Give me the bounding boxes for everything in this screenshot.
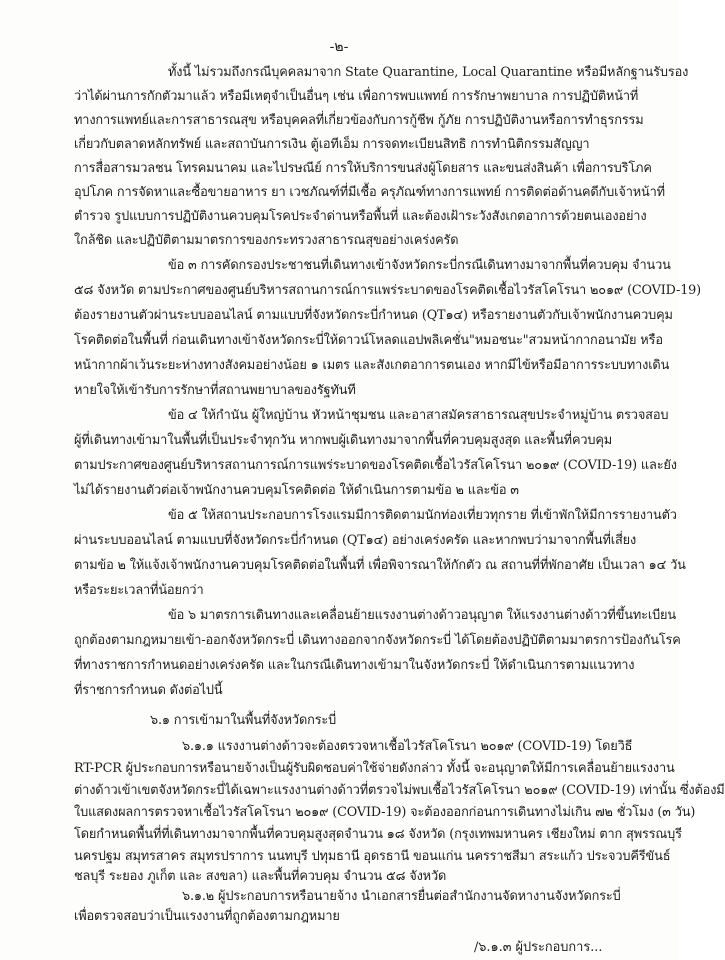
paragraph-line: ทั้งนี้ ไม่รวมถึงกรณีบุคคลมาจาก State Quarantine, Local Quarantine หรือมีหลักฐานรับรอง: [168, 65, 689, 80]
paragraph-line: ต้องรายงานตัวผ่านระบบออนไลน์ ตามแบบที่จังหวัดกระบี่กำหนด (QT๑๔) หรือรายงานตัวกับเจ้าพนักงานควบคุม: [74, 308, 673, 323]
paragraph-line: ผ่านระบบออนไลน์ ตามแบบที่จังหวัดกระบี่กำหนด (QT๑๔) อย่างเคร่งครัด และหากพบว่ามาจากพื้นที่เสี่ยง: [74, 533, 637, 548]
paragraph-line: RT-PCR ผู้ประกอบการหรือนายจ้างเป็นผู้รับผิดชอบค่าใช้จ่ายดังกล่าว ทั้งนี้ จะอนุญาตให้มีการเคลื่อนย้ายแรงงาน: [74, 761, 675, 776]
paragraph-line: หรือระยะเวลาที่น้อยกว่า: [74, 583, 204, 598]
paragraph-line: ตามประกาศของศูนย์บริหารสถานการณ์การแพร่ระบาดของโรคติดเชื้อไวรัสโคโรนา ๒๐๑๙ (COVID-19) และยัง: [74, 458, 677, 473]
paragraph-line: นครปฐม สมุทรสาคร สมุทรปราการ นนทบุรี ปทุมธานี อุดรธานี ขอนแก่น นครราชสีมา สระแก้ว ประจวบคีรีขันธ์: [74, 849, 671, 864]
paragraph-line: ชลบุรี ระยอง ภูเก็ต และ สงขลา) และพื้นที่ควบคุม จำนวน ๕๘ จังหวัด: [74, 869, 447, 884]
paragraph-line: ใกล้ชิด และปฏิบัติตามมาตรการของกระทรวงสาธารณสุขอย่างเคร่งครัด: [74, 233, 459, 248]
paragraph-line: หายใจให้เข้ารับการรักษาที่สถานพยาบาลของรัฐทันที: [74, 383, 356, 398]
paragraph-line: เพื่อตรวจสอบว่าเป็นแรงงานที่ถูกต้องตามกฎหมาย: [74, 909, 340, 924]
paragraph-line: ไม่ได้รายงานตัวต่อเจ้าพนักงานควบคุมโรคติดต่อ ให้ดำเนินการตามข้อ ๒ และข้อ ๓: [74, 483, 519, 498]
paragraph-line: โดยกำหนดพื้นที่ที่เดินทางมาจากพื้นที่ควบคุมสูงสุดจำนวน ๑๘ จังหวัด (กรุงเทพมหานคร เชียงใหม่ ตาก สุพรรณบุรี: [74, 827, 682, 842]
paragraph-line: ๖.๑.๒ ผู้ประกอบการหรือนายจ้าง นำเอกสารยื่นต่อสำนักงานจัดหางานจังหวัดกระบี่: [182, 889, 621, 904]
page-number: -๒-: [329, 39, 349, 55]
paragraph-line: โรคติดต่อในพื้นที่ ก่อนเดินทางเข้าจังหวัดกระบี่ให้ดาวน์โหลดแอปพลิเคชั่น"หมอชนะ"สวมหน้ากากอนามัย หรือ: [74, 333, 663, 348]
paragraph-line: ที่ทางราชการกำหนดอย่างเคร่งครัด และในกรณีเดินทางเข้ามาในจังหวัดกระบี่ ให้ดำเนินการตามแนวทาง: [74, 658, 635, 673]
paragraph-line: การสื่อสารมวลชน โทรคมนาคม และไปรษณีย์ การให้บริการขนส่งผู้โดยสาร และขนส่งสินค้า เพื่อการบริโภค: [74, 161, 652, 176]
paragraph-line: ข้อ ๓ การคัดกรองประชาชนที่เดินทางเข้าจังหวัดกระบี่กรณีเดินทางมาจากพื้นที่ควบคุม จำนวน: [168, 258, 671, 273]
paragraph-line: ทางการแพทย์และการสาธารณสุข หรือบุคคลที่เกี่ยวข้องกับการกู้ชีพ กู้ภัย การปฏิบัติงานหรือการทำธุรกรรม: [74, 113, 644, 128]
paragraph-line: เกี่ยวกับตลาดหลักทรัพย์ และสถาบันการเงิน ตู้เอทีเอ็ม การจดทะเบียนสิทธิ การทำนิติกรรมสัญญา: [74, 137, 590, 152]
paragraph-line: ตามข้อ ๒ ให้แจ้งเจ้าพนักงานควบคุมโรคติดต่อในพื้นที่ เพื่อพิจารณาให้กักตัว ณ สถานที่ที่พักอาศัย เป็นเวลา ๑๔ วัน: [74, 558, 686, 573]
paragraph-line: หน้ากากผ้าเว้นระยะห่างทางสังคมอย่างน้อย ๑ เมตร และสังเกตอาการตนเอง หากมีไข้หรือมีอาการระบบทางเดิน: [74, 358, 670, 373]
paragraph-line: ว่าได้ผ่านการกักตัวมาแล้ว หรือมีเหตุจำเป็นอื่นๆ เช่น เพื่อการพบแพทย์ การรักษาพยาบาล การปฏิบัติหน้าที่: [74, 89, 639, 104]
paragraph-line: อุปโภค การจัดหาและซื้อขายอาหาร ยา เวชภัณฑ์ที่มีเชื้อ ครุภัณฑ์ทางการแพทย์ การติดต่อด้านคดีกับเจ้าหน้าที่: [74, 185, 665, 200]
paragraph-line: ตำรวจ รูปแบบการปฏิบัติงานควบคุมโรคประจำด่านหรือพื้นที่ และต้องเฝ้าระวังสังเกตอาการด้วยตนเองอย่าง: [74, 209, 647, 224]
paragraph-line: ผู้ที่เดินทางเข้ามาในพื้นที่เป็นประจำทุกวัน หากพบผู้เดินทางมาจากพื้นที่ควบคุมสูงสุด และพื้นที่ควบคุม: [74, 433, 613, 448]
paragraph-line: ข้อ ๖ มาตรการเดินทางและเคลื่อนย้ายแรงงานต่างด้าวอนุญาต ให้แรงงานต่างด้าวที่ขึ้นทะเบียน: [168, 608, 676, 623]
paragraph-line: ๕๘ จังหวัด ตามประกาศของศูนย์บริหารสถานการณ์การแพร่ระบาดของโรคติดเชื้อไวรัสโคโรนา ๒๐๑๙ (COVID-19): [74, 283, 702, 298]
continuation-footer: /๖.๑.๓ ผู้ประกอบการ...: [474, 940, 603, 955]
paragraph-line: ต่างด้าวเข้าเขตจังหวัดกระบี่ได้เฉพาะแรงงานต่างด้าวที่ตรวจไม่พบเชื้อไวรัสโคโรนา ๒๐๑๙ (COVID-19) เท่านั้น ซึ่งต้องมี: [74, 783, 725, 798]
paragraph-line: ข้อ ๔ ให้กำนัน ผู้ใหญ่บ้าน หัวหน้าชุมชน และอาสาสมัครสาธารณสุขประจำหมู่บ้าน ตรวจสอบ: [168, 408, 669, 423]
section-heading: ๖.๑ การเข้ามาในพื้นที่จังหวัดกระบี่: [150, 713, 337, 728]
paragraph-line: ถูกต้องตามกฎหมายเข้า-ออกจังหวัดกระบี่ เดินทางออกจากจังหวัดกระบี่ ได้โดยต้องปฏิบัติตามมาตรการป้องกันโรค: [74, 633, 681, 648]
paragraph-line: ๖.๑.๑ แรงงานต่างด้าวจะต้องตรวจหาเชื้อไวรัสโคโรนา ๒๐๑๙ (COVID-19) โดยวิธี: [182, 739, 633, 754]
paragraph-line: ที่ราชการกำหนด ดังต่อไปนี้: [74, 683, 223, 698]
paragraph-line: ใบแสดงผลการตรวจหาเชื้อไวรัสโคโรนา ๒๐๑๙ (COVID-19) จะต้องออกก่อนการเดินทางไม่เกิน ๗๒ ชั่วโมง (๓ วัน): [74, 805, 696, 820]
paragraph-line: ข้อ ๕ ให้สถานประกอบการโรงแรมมีการติดตามนักท่องเที่ยวทุกราย ที่เข้าพักให้มีการรายงานตัว: [168, 508, 677, 523]
